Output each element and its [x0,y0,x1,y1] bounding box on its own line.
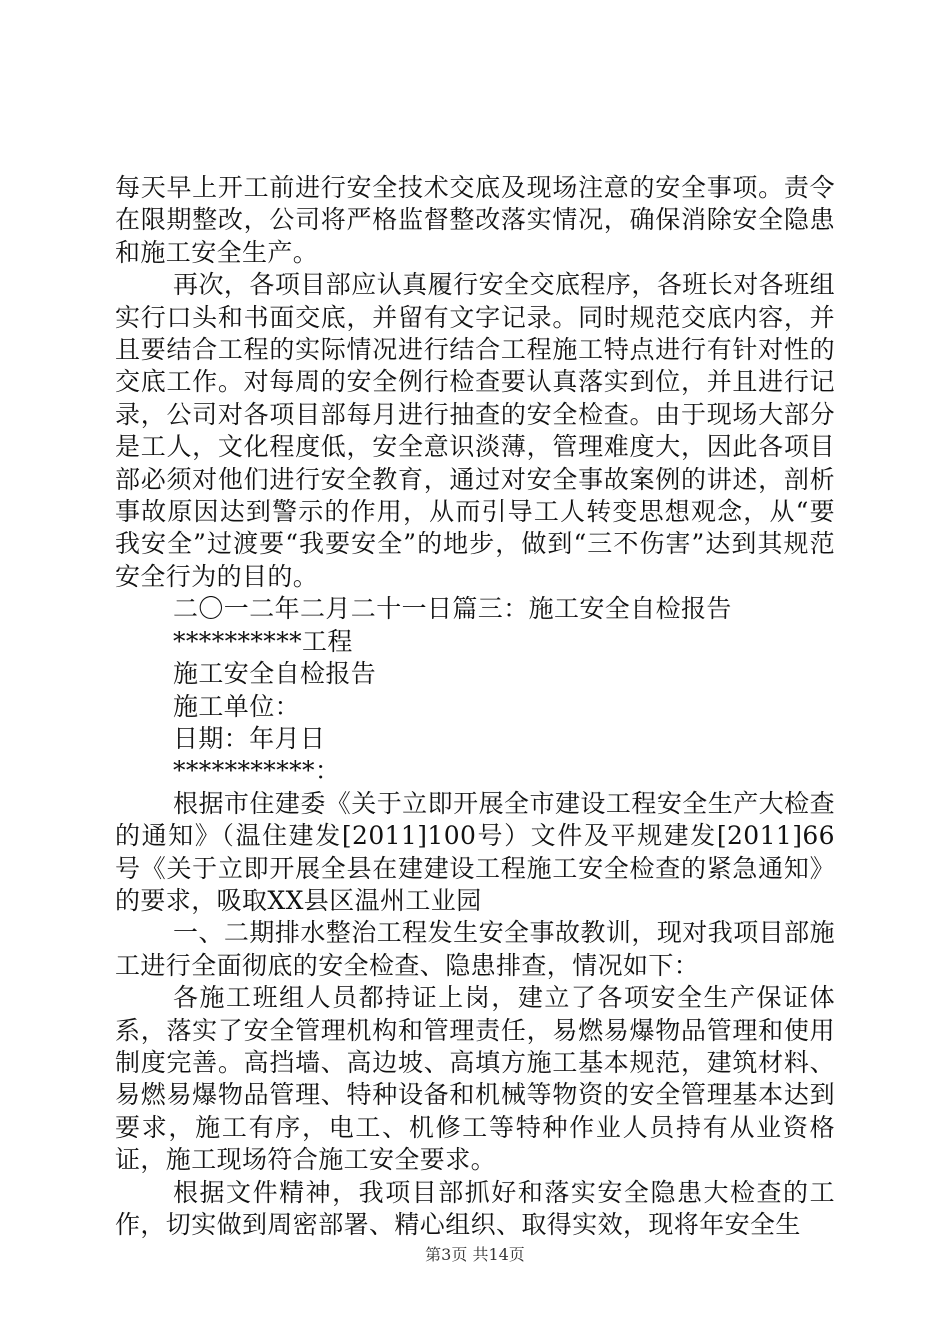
paragraph-notice-reference: 根据市住建委《关于立即开展全市建设工程安全生产大检查的通知》（温住建发[2011]100号）文件及平规建发[2011]66号《关于立即开展全县在建建设工程施工安全检查的紧急通知》的要求，吸取XX县区温州工业园 [115,788,835,915]
paragraph-inspection-overview: 一、二期排水整治工程发生安全事故教训，现对我项目部施工进行全面彻底的安全检查、隐患排查，情况如下： [115,918,835,980]
paragraph-safety-briefing: 再次，各项目部应认真履行安全交底程序，各班长对各班组实行口头和书面交底，并留有文字记录。同时规范交底内容，并且要结合工程的实际情况进行结合工程施工特点进行有针对性的交底工作。对每周的安全例行检查要认真落实到位，并且进行记录，公司对各项目部每月进行抽查的安全检查。由于现场大部分是工人，文化程度低，安全意识淡薄，管理难度大，因此各项目部必须对他们进行安全教育，通过对安全事故案例的讲述，剖析事故原因达到警示的作用，从而引导工人转变思想观念，从“要我安全”过渡要“我要安全”的地步，做到“三不伤害”达到其规范安全行为的目的。 [115,270,835,591]
construction-unit-line: 施工单位： [173,691,301,721]
paragraph-inspection-findings: 各施工班组人员都持证上岗，建立了各项安全生产保证体系，落实了安全管理机构和管理责任，易燃易爆物品管理和使用制度完善。高挡墙、高边坡、高填方施工基本规范，建筑材料、易燃易爆物品管理、特种设备和机械等物资的安全管理基本达到要求，施工有序，电工、机修工等特种作业人员持有从业资格证，施工现场符合施工安全要求。 [115,983,835,1175]
paragraph-implementation: 根据文件精神，我项目部抓好和落实安全隐患大检查的工作，切实做到周密部署、精心组织、取得实效，现将年安全生 [115,1177,835,1239]
report-title-line: 施工安全自检报告 [173,659,377,689]
document-body [115,172,835,1241]
project-name-line: **********工程 [173,626,353,656]
date-line: 日期：年月日 [173,723,326,753]
page-number-footer: 第3页 共14页 [425,1245,525,1264]
paragraph-intro-continuation: 每天早上开工前进行安全技术交底及现场注意的安全事项。责令在限期整改，公司将严格监督整改落实情况，确保消除安全隐患和施工安全生产。 [115,173,835,267]
paragraph-date-and-section-title: 二〇一二年二月二十一日篇三：施工安全自检报告 [173,594,732,624]
addressee-line: ***********： [173,756,341,786]
